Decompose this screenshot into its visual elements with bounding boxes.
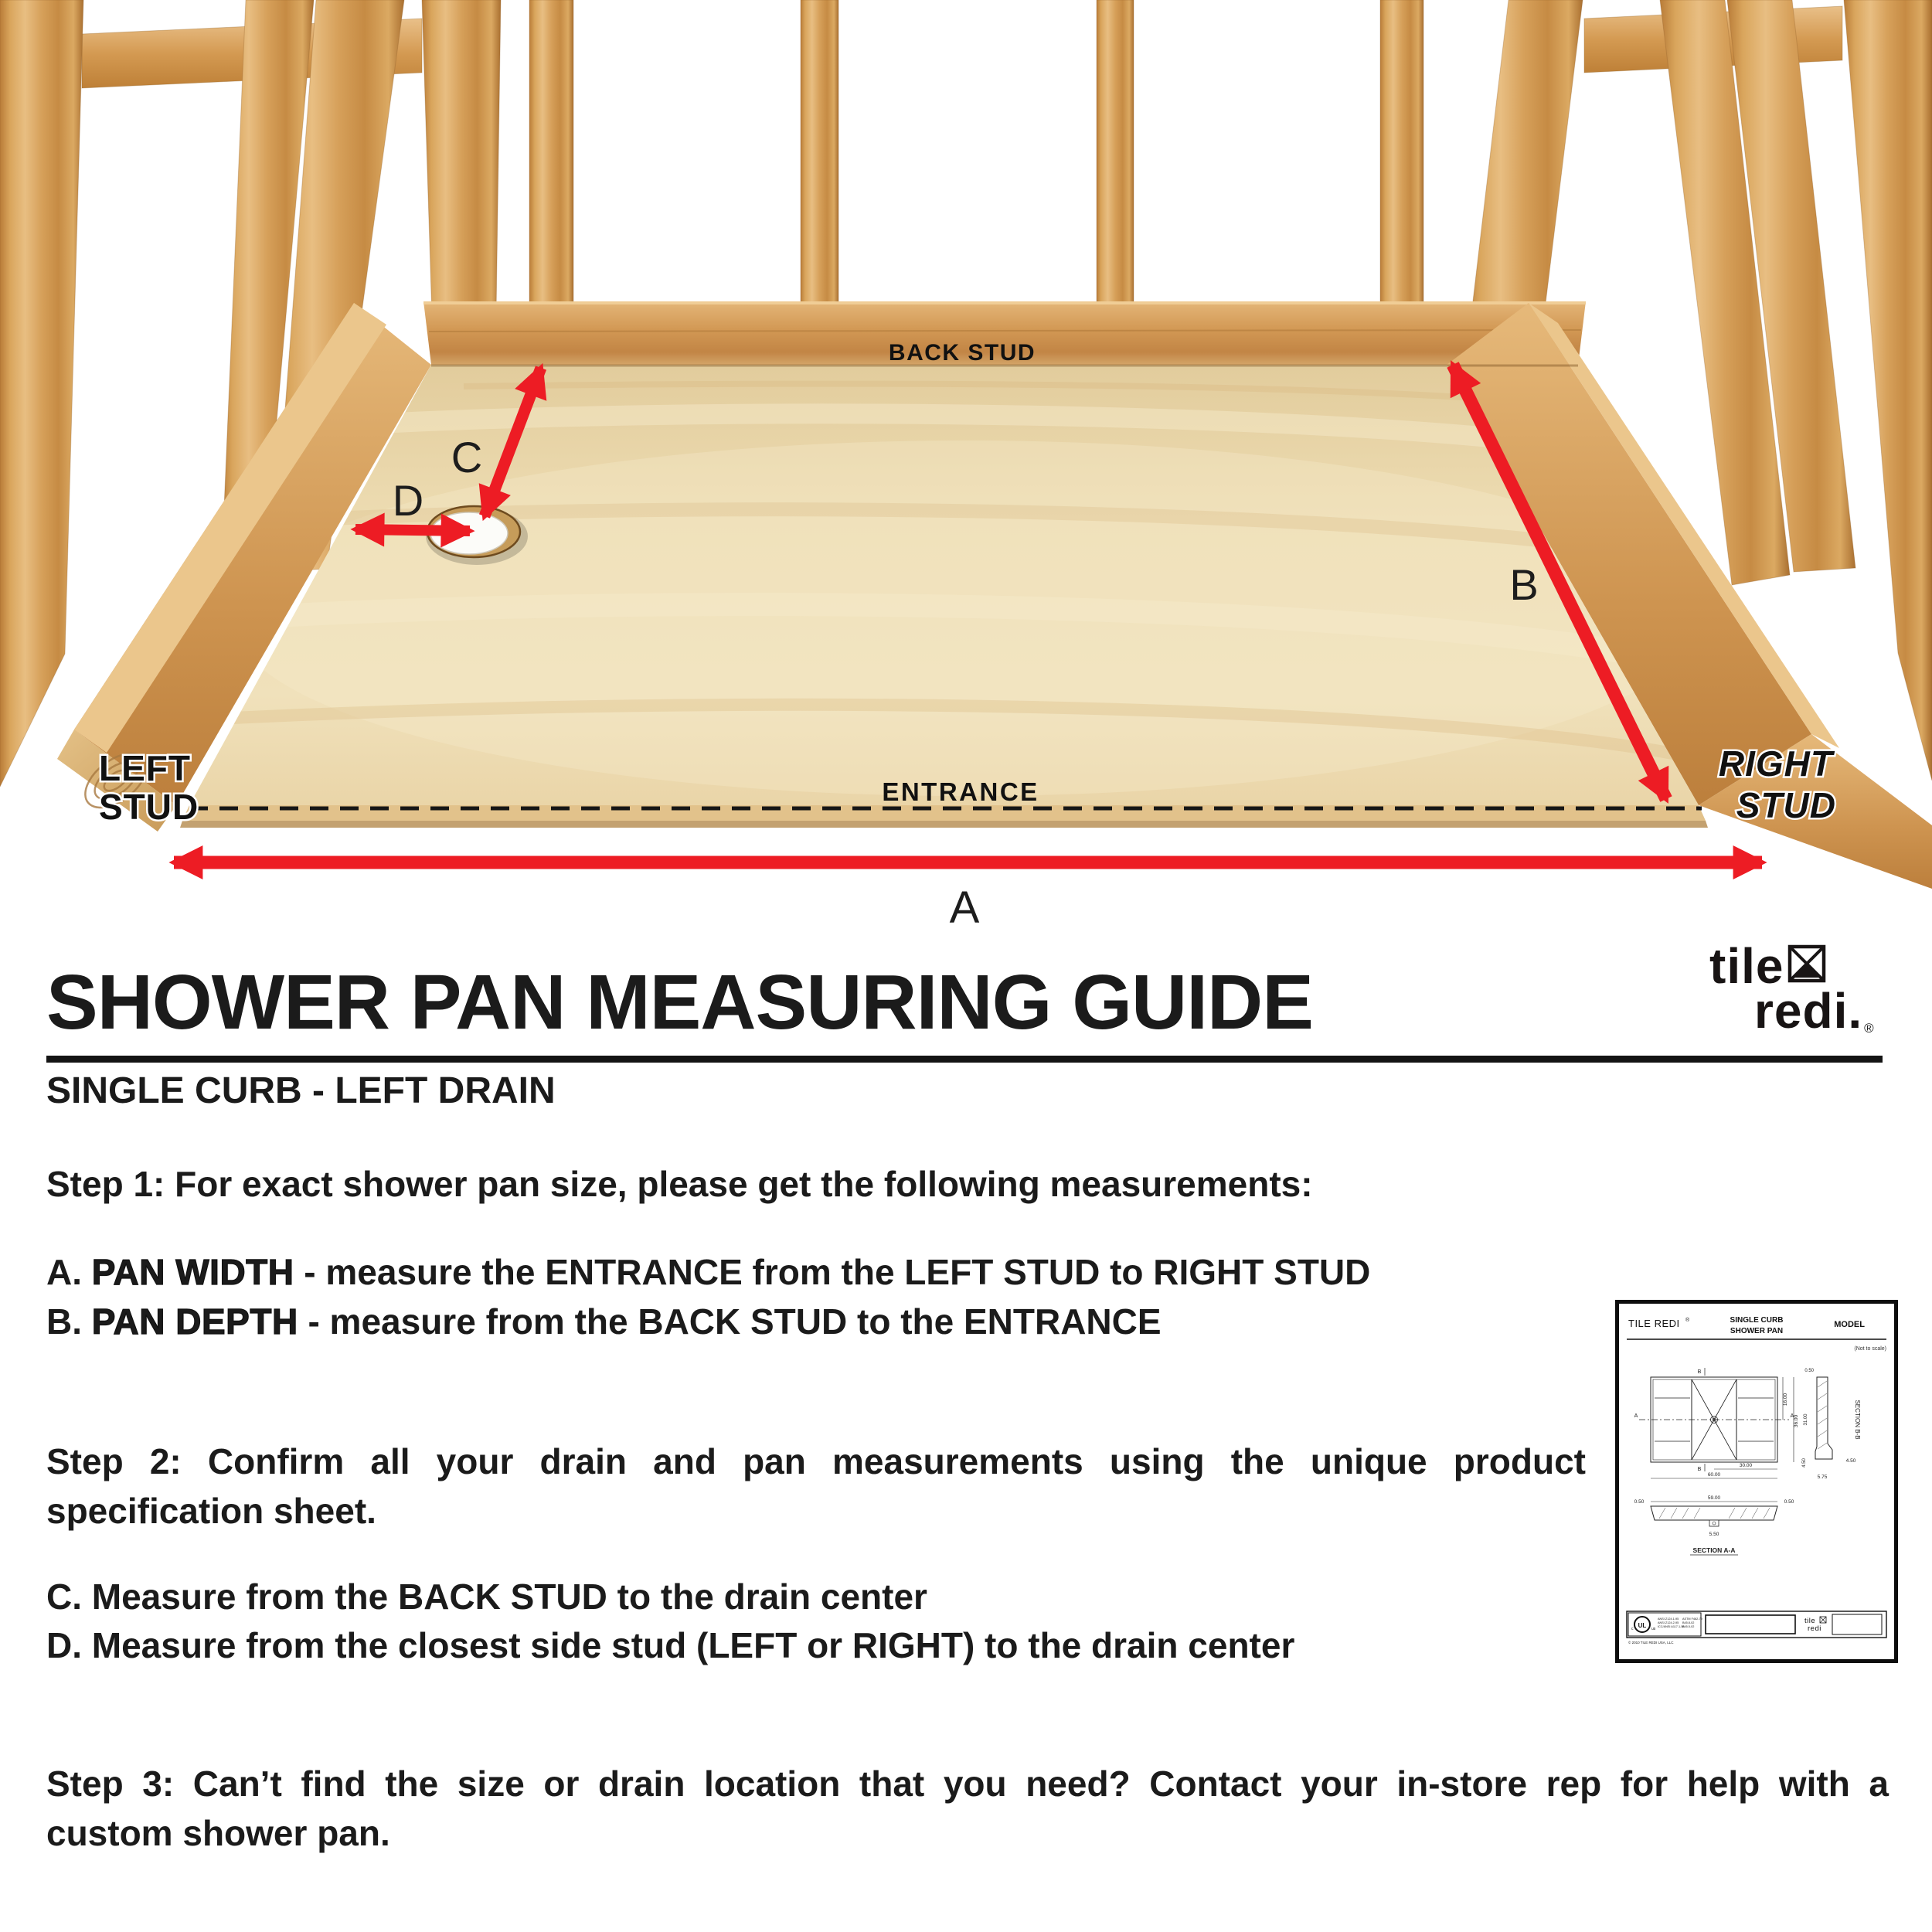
back-wall-stud xyxy=(1097,0,1134,317)
svg-text:STUD: STUD xyxy=(1736,785,1836,825)
spec-dim-16: 16.00 xyxy=(1783,1393,1788,1406)
step-1-text: Step 1: For exact shower pan size, please get the following measurements: xyxy=(46,1164,1313,1204)
label-d: D xyxy=(392,476,424,525)
measurement-item-d: D. Measure from the closest side stud (LEFT or RIGHT) to the drain center xyxy=(46,1625,1295,1665)
spec-ul-us: us xyxy=(1651,1627,1656,1631)
spec-section-aa xyxy=(1634,1495,1794,1555)
item-b-prefix: B. xyxy=(46,1301,92,1342)
label-a: A xyxy=(949,883,980,933)
step-2-line-1: Step 2: Confirm all your drain and pan measurements using the unique product xyxy=(46,1441,1586,1481)
spec-copyright: © 2010 TILE REDI USA, LLC xyxy=(1628,1641,1674,1645)
spec-aa-59: 59.00 xyxy=(1707,1495,1721,1501)
back-wall-stud xyxy=(801,0,838,317)
spec-bb-label: SECTION B-B xyxy=(1854,1400,1861,1440)
spec-bb-450-right: 4.50 xyxy=(1845,1458,1856,1464)
svg-text:B45.8-02: B45.8-02 xyxy=(1682,1621,1695,1624)
spec-not-to-scale: (Not to scale) xyxy=(1854,1346,1886,1352)
step-3-text xyxy=(46,1759,1889,1858)
back-wall-stud xyxy=(529,0,573,317)
spec-aa-label: SECTION A-A xyxy=(1692,1546,1736,1554)
spec-plan-labels xyxy=(1634,1369,1799,1478)
svg-text:B: B xyxy=(1697,1467,1702,1472)
spec-sheet-drawing xyxy=(1619,1304,1894,1659)
page-title: SHOWER PAN MEASURING GUIDE xyxy=(46,959,1313,1046)
spec-dim-60: 60.00 xyxy=(1707,1472,1721,1478)
spec-bb-450-left: 4.50 xyxy=(1802,1458,1807,1468)
measurement-item-c: C. Measure from the BACK STUD to the drain center xyxy=(46,1577,927,1617)
svg-text:ANSI Z124.2-95: ANSI Z124.2-95 xyxy=(1658,1621,1679,1624)
title-divider-rule xyxy=(46,1056,1883,1063)
step-3-line-2: custom shower pan. xyxy=(46,1813,390,1853)
spec-aa-550: 5.50 xyxy=(1709,1532,1719,1537)
svg-text:STUD: STUD xyxy=(99,787,199,827)
drain-square-x-icon xyxy=(1787,944,1826,983)
right-wall-stud xyxy=(1844,0,1932,781)
spec-bb-050: 0.50 xyxy=(1804,1369,1814,1373)
svg-text:A: A xyxy=(1634,1413,1638,1419)
spec-mini-logo-tile: tile xyxy=(1804,1617,1816,1625)
svg-text:ANSI Z124.1-95: ANSI Z124.1-95 xyxy=(1658,1617,1679,1621)
spec-aa-050-left: 0.50 xyxy=(1634,1499,1645,1505)
spec-cert-list xyxy=(1658,1617,1702,1628)
step-3-line-1: Step 3: Can’t find the size or drain location that you need? Contact your in-store rep for help with a xyxy=(46,1764,1889,1804)
label-c: C xyxy=(451,433,483,481)
step-2-line-2: specification sheet. xyxy=(46,1491,376,1531)
entrance-label: ENTRANCE xyxy=(882,777,1039,806)
spec-brand-mark: ® xyxy=(1685,1318,1690,1323)
svg-text:LEFT: LEFT xyxy=(99,748,191,788)
item-b-term: PAN DEPTH xyxy=(91,1301,298,1342)
spec-brand: TILE REDI xyxy=(1628,1318,1680,1329)
spec-plan-view xyxy=(1639,1368,1794,1478)
measurement-item-b xyxy=(46,1297,1162,1346)
page-subtitle: SINGLE CURB - LEFT DRAIN xyxy=(46,1070,556,1111)
svg-text:A: A xyxy=(1790,1413,1794,1419)
spec-bottom-bar xyxy=(1627,1611,1886,1645)
step-2-text xyxy=(46,1437,1586,1536)
spec-bb-575: 5.75 xyxy=(1817,1475,1828,1480)
svg-text:B: B xyxy=(1697,1369,1702,1375)
logo-word-redi: redi. xyxy=(1754,983,1863,1039)
arrow-d xyxy=(355,529,470,531)
item-b-rest: - measure from the BACK STUD to the ENTRANCE xyxy=(298,1301,1162,1342)
logo-word-tile: tile xyxy=(1709,938,1784,994)
spec-bb-31: 31.00 xyxy=(1804,1413,1808,1426)
spec-ul-mark: UL xyxy=(1638,1622,1647,1629)
spec-section-bb xyxy=(1802,1369,1861,1480)
svg-text:B45.5-02: B45.5-02 xyxy=(1682,1625,1695,1628)
left-wall-stud xyxy=(0,0,83,787)
subfloor-front-edge-shadow xyxy=(180,821,1708,828)
spec-aa-050-right: 0.50 xyxy=(1784,1499,1794,1505)
framing-illustration xyxy=(0,0,1932,933)
back-stud-label: BACK STUD xyxy=(888,340,1036,366)
spec-doc-title-1: SINGLE CURB xyxy=(1730,1316,1784,1325)
measurement-item-a xyxy=(46,1247,1370,1297)
svg-text:ICC/ANSI A117.1-58: ICC/ANSI A117.1-58 xyxy=(1658,1625,1685,1628)
spec-ul-c: c xyxy=(1631,1627,1634,1631)
spec-model-label: MODEL xyxy=(1834,1320,1865,1329)
tile-redi-logo xyxy=(1709,938,1895,1039)
label-b: B xyxy=(1509,560,1539,609)
left-stud-label xyxy=(99,748,199,827)
spec-dim-36: 36.00 xyxy=(1794,1414,1799,1428)
item-a-prefix: A. xyxy=(46,1252,92,1292)
spec-sheet-thumbnail xyxy=(1615,1300,1898,1663)
spec-mini-logo-redi: redi xyxy=(1808,1624,1821,1633)
registered-mark: ® xyxy=(1864,1021,1874,1036)
item-a-term: PAN WIDTH xyxy=(91,1252,294,1292)
back-wall-stud xyxy=(1380,0,1423,317)
svg-text:ASTM F462-79: ASTM F462-79 xyxy=(1682,1617,1702,1621)
svg-text:RIGHT: RIGHT xyxy=(1718,743,1833,784)
spec-dim-30: 30.00 xyxy=(1739,1463,1753,1468)
item-a-rest: - measure the ENTRANCE from the LEFT STUD to RIGHT STUD xyxy=(294,1252,1371,1292)
spec-doc-title-2: SHOWER PAN xyxy=(1730,1327,1784,1335)
